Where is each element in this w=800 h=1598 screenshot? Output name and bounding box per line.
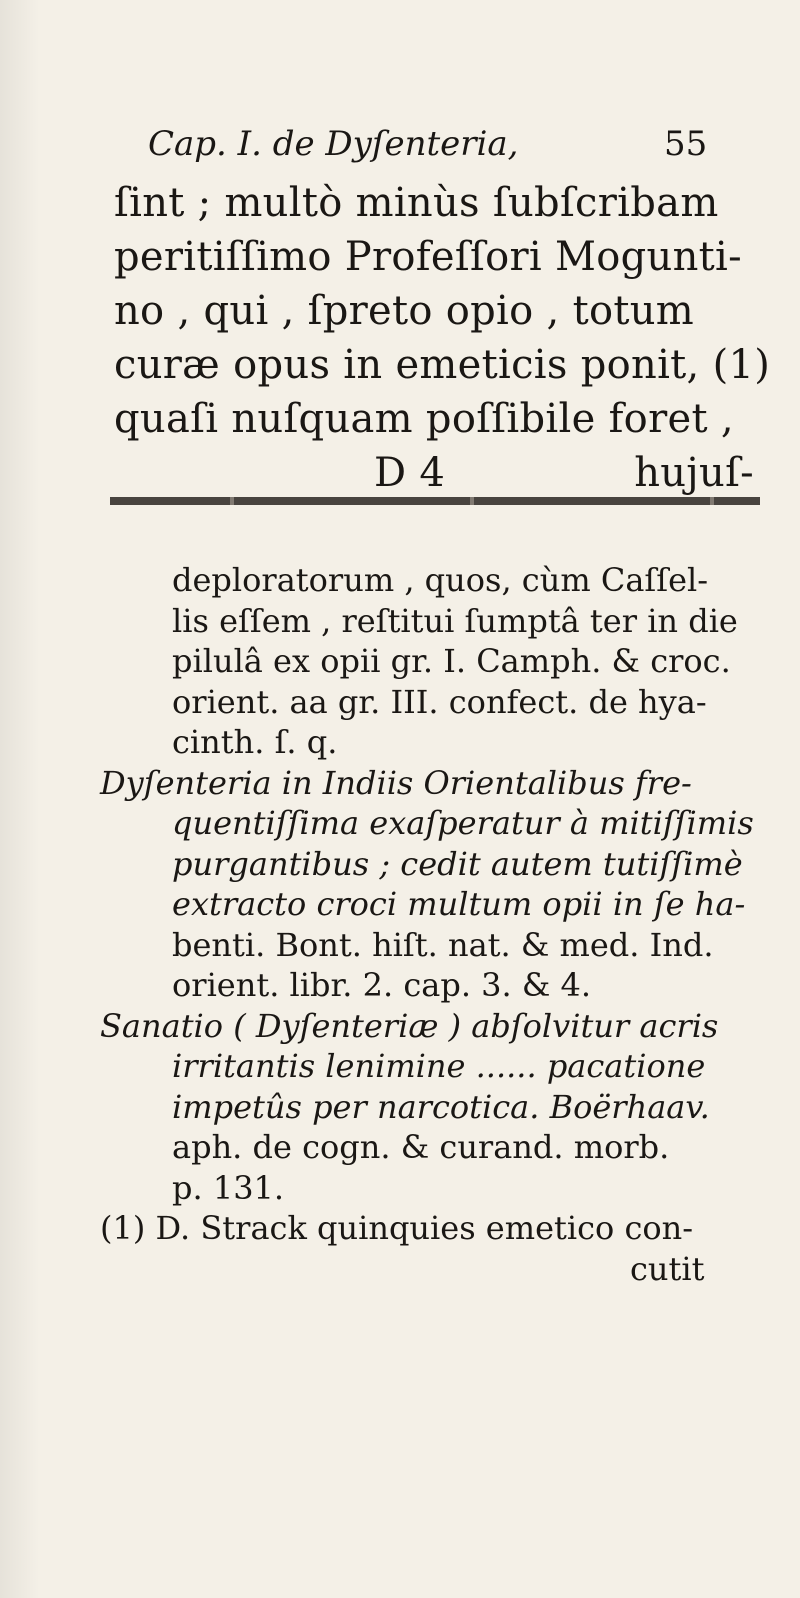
footnote-line: orient. libr. 2. cap. 3. & 4. <box>172 966 592 1004</box>
main-text-line: quaſi nuſquam poſſibile foret , <box>114 396 734 442</box>
signature-line <box>114 446 754 500</box>
footnote-line: orient. aa gr. III. confect. de hya- <box>172 682 707 721</box>
main-text-line: curæ opus in emeticis ponit, (1) <box>114 342 771 388</box>
footnote-line: aph. de cogn. & curand. morb. <box>172 1128 670 1166</box>
main-text-block <box>114 176 771 500</box>
footnote-note-1: (1) D. Strack quinquies emetico con- <box>100 1209 694 1247</box>
page-number: 55 <box>664 124 708 164</box>
page-header <box>148 124 708 168</box>
footnote-line: extracto croci multum opii in ſe ha- <box>172 885 746 923</box>
footnote-block <box>100 560 780 1289</box>
footnote-line: cinth. ſ. q. <box>172 723 338 761</box>
footnote-para-lead: Sanatio ( Dyſenteriæ ) abſolvitur acris <box>100 1006 719 1045</box>
main-text-line: peritiſſimo Profeſſori Mogunti- <box>114 234 742 280</box>
catchword: hujuſ- <box>634 450 754 496</box>
footnote-line: deploratorum , quos, cùm Caſſel- <box>172 561 709 599</box>
footnote-line: pilulâ ex opii gr. I. Camph. & croc. <box>172 642 731 680</box>
footnote-line: purgantibus ; cedit autem tutiſſimè <box>172 844 743 883</box>
footnote-line: lis eſſem , reſtitui ſumptâ ter in die <box>172 601 738 640</box>
footnote-line: quentiſſima exaſperatur à mitiſſimis <box>172 804 754 842</box>
footnote-para-lead: Dyſenteria in Indiis Orientalibus fre- <box>100 763 692 802</box>
footnote-line: irritantis lenimine ...... pacatione <box>172 1047 706 1085</box>
main-text-line: ſint ; multò minùs ſubſcribam <box>114 180 719 226</box>
running-title: Cap. I. de Dyſenteria, <box>148 124 519 164</box>
main-text-line: no , qui , ſpreto opio , totum <box>114 288 694 334</box>
footnote-line: p. 131. <box>172 1168 285 1207</box>
footnote-catchword: cutit <box>630 1249 705 1288</box>
separator-rule <box>110 497 760 505</box>
footnote-line: impetûs per narcotica. Boërhaav. <box>172 1087 710 1126</box>
signature-mark: D 4 <box>374 450 446 496</box>
footnote-line: benti. Bont. hiſt. nat. & med. Ind. <box>172 925 714 964</box>
